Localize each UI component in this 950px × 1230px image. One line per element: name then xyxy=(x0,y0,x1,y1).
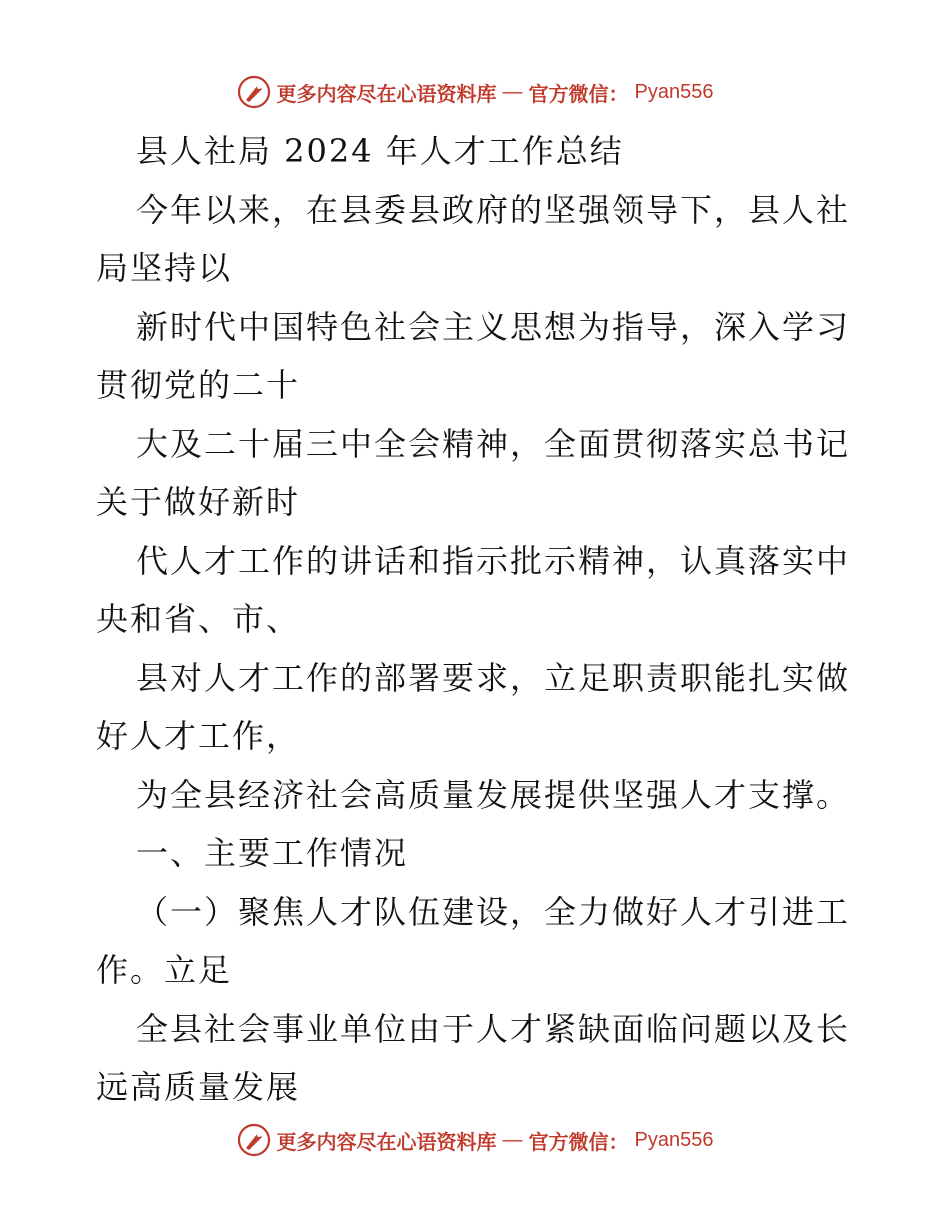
header-watermark-banner xyxy=(0,72,950,112)
paragraph-line: 局坚持以 xyxy=(96,249,233,287)
watermark-wechat-id: Pyan556 xyxy=(634,1128,714,1151)
watermark-brand-text: 更多内容尽在心语资料库 xyxy=(276,81,497,106)
paragraph-line: 央和省、市、 xyxy=(96,600,301,638)
paragraph-line: 为全县经济社会高质量发展提供坚强人才支撑。 xyxy=(136,775,851,814)
paragraph-line: 关于做好新时 xyxy=(96,483,301,521)
paragraph-line: 今年以来，在县委县政府的坚强领导下，县人社 xyxy=(136,190,851,229)
paragraph-line: 大及二十届三中全会精神，全面贯彻落实总书记 xyxy=(136,424,851,463)
document-body xyxy=(96,122,856,1117)
watermark-dash: — xyxy=(502,1128,523,1151)
watermark-wechat-label: 官方微信： xyxy=(528,81,629,106)
pen-nib-logo-icon xyxy=(237,1123,271,1157)
section-heading: 一、主要工作情况 xyxy=(136,834,409,872)
paragraph-line: 全县社会事业单位由于人才紧缺面临问题以及长 xyxy=(136,1009,851,1048)
paragraph-line: 县对人才工作的部署要求，立足职责职能扎实做 xyxy=(136,658,851,697)
paragraph-line: 作。立足 xyxy=(96,951,233,989)
footer-watermark-banner xyxy=(0,1120,950,1160)
paragraph-line: 新时代中国特色社会主义思想为指导，深入学习 xyxy=(136,307,851,346)
subsection-heading: （一）聚焦人才队伍建设，全力做好人才引进工 xyxy=(136,892,851,931)
watermark-brand-text: 更多内容尽在心语资料库 xyxy=(276,1129,497,1154)
paragraph-line: 好人才工作， xyxy=(96,717,301,755)
paragraph-line: 远高质量发展 xyxy=(96,1068,301,1106)
document-title: 县人社局 2024 年人才工作总结 xyxy=(136,132,624,170)
watermark-wechat-id: Pyan556 xyxy=(634,80,714,103)
watermark-dash: — xyxy=(502,80,523,103)
watermark-wechat-label: 官方微信： xyxy=(528,1129,629,1154)
pen-nib-logo-icon xyxy=(237,75,271,109)
paragraph-line: 贯彻党的二十 xyxy=(96,366,301,404)
paragraph-line: 代人才工作的讲话和指示批示精神，认真落实中 xyxy=(136,541,851,580)
